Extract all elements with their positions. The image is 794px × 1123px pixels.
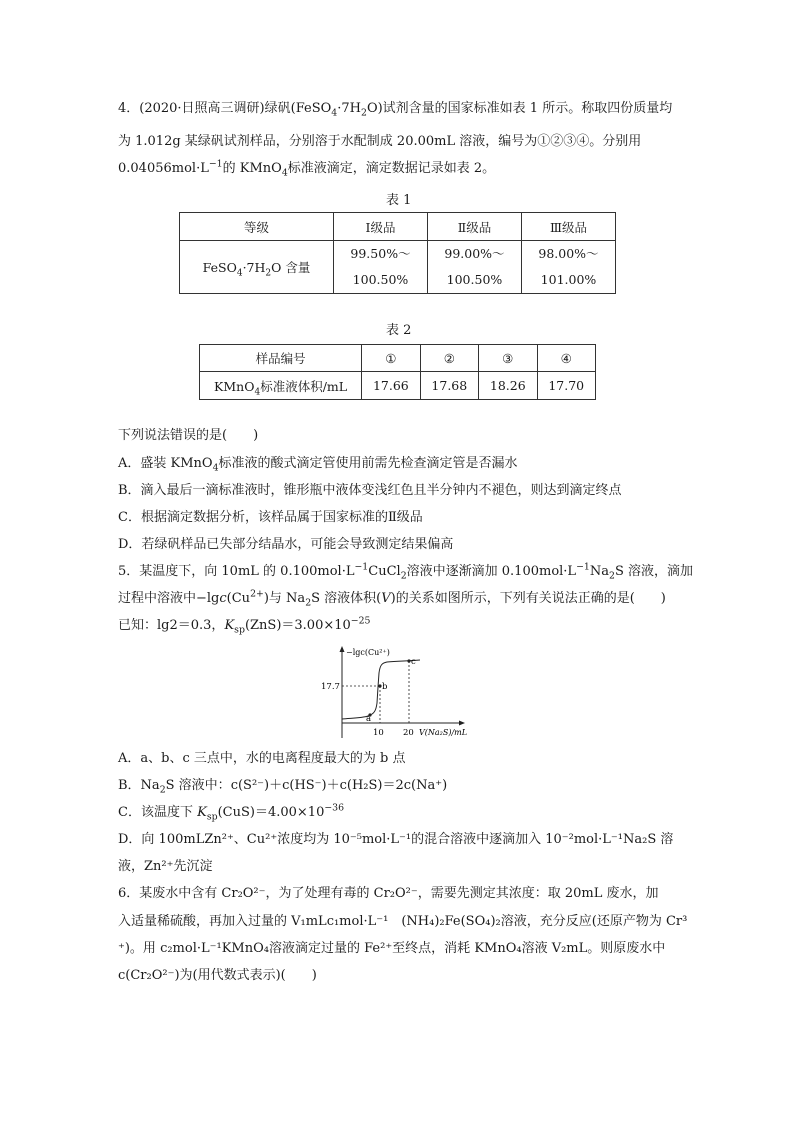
table2-cell: 17.70 [537,372,596,400]
q6-line-2: 入适量稀硫酸，再加入过量的 V₁mLc₁mol·L⁻¹ (NH₄)₂Fe(SO₄)₂溶液，充分反应(还原产物为 Cr³ [118,914,688,929]
table1-cell: 99.00%～ 100.50% [427,241,521,294]
x-axis-label: V(Na₂S)/mL [419,728,468,737]
q4-line-3: $0.04056mol\cdot L^{-1}$的 KMnO$_4$标准液滴定，滴定数据记录如表 2。 [118,158,496,179]
table2-cell: 18.26 [479,372,537,400]
table2-cell: 17.68 [420,372,478,400]
x-axis-arrow [459,721,465,726]
table2-caption: 表 2 [386,323,412,338]
table2-header-label: 样品编号 [200,345,362,372]
q5-line-3: 已知：lg2＝0.3，$K_{sp}(ZnS)=3.00\times 10^{-25}$ [118,615,371,636]
table1-header-grade-1: Ⅰ级品 [334,213,428,241]
x-tick-10: 10 [373,728,384,738]
q6-line-4: c(Cr₂O²⁻)为(用代数式表示)( ) [118,968,317,983]
point-c-label: c [411,657,416,667]
q5-option-c: C．该温度下 $K_{sp}(CuS)=4.00\times 10^{-36}$ [118,802,345,823]
titration-curve [342,660,420,719]
titration-curve-graph [312,643,492,743]
q5-option-d-line-2: 液，Zn²⁺先沉淀 [118,859,213,874]
q5-option-a: A．a、b、c 三点中，水的电离程度最大的为 b 点 [118,751,406,766]
q4-option-b: B．滴入最后一滴标准液时，锥形瓶中液体变浅红色且半分钟内不褪色，则达到滴定终点 [118,483,622,498]
q4-option-d: D．若绿矾样品已失部分结晶水，可能会导致测定结果偏高 [118,537,454,552]
table2-header-1: ① [362,345,420,372]
q4-line-2: 为 1.012g 某绿矾试剂样品，分别溶于水配制成 20.00mL 溶液，编号为①②③④。分别用 [118,134,642,149]
table1-cell: 99.50%～ 100.50% [334,241,428,294]
table2-row-label: KMnO$_4$标准液体积/mL [200,372,362,400]
table2-header-2: ② [420,345,478,372]
table1-row-label: $FeSO_4\cdot 7H_2O$ 含量 [180,241,334,294]
table-2 [199,344,596,400]
point-a-label: a [366,714,372,724]
q4-option-a: A．盛装 KMnO$_4$标准液的酸式滴定管使用前需先检查滴定管是否漏水 [118,456,518,474]
point-b-label: b [382,682,388,692]
x-tick-20: 20 [403,728,414,738]
table1-caption: 表 1 [386,193,412,208]
table1-header-grade: 等级 [180,213,334,241]
q4-line-1: 4．(2020·日照高三调研)绿矾$(FeSO_4\cdot 7H_2O)$试剂含量的国家标准如表 1 所示。称取四份质量均 [118,101,673,119]
q5-line-2: 过程中溶液中$-\lg c(Cu^{2+})$与 $Na_2S$ 溶液体积(V)的关系如图所示，下列有关说法正确的是( ) [118,588,666,609]
q6-line-1: 6．某废水中含有 Cr₂O²⁻，为了处理有毒的 Cr₂O²⁻，需要先测定其浓度：取 20mL 废水，加 [118,886,659,901]
table2-header-4: ④ [537,345,596,372]
q4-option-c: C．根据滴定数据分析，该样品属于国家标准的Ⅱ级品 [118,510,423,525]
q5-option-b: B．$Na_2S$ 溶液中：c(S²⁻)＋c(HS⁻)＋c(H₂S)＝2c(Na⁺) [118,778,448,796]
table1-cell: 98.00%～ 101.00% [521,241,615,294]
q5-line-1: 5．某温度下，向 10mL 的 $0.100mol\cdot L^{-1}CuCl_2$溶液中逐渐滴加 $0.100mol\cdot L^{-1}Na_2S$ 溶液，滴加 [118,561,693,582]
q4-stem: 下列说法错误的是( ) [118,428,259,443]
table1-header-grade-3: Ⅲ级品 [521,213,615,241]
table1-header-grade-2: Ⅱ级品 [427,213,521,241]
q6-line-3: ⁺)。用 c₂mol·L⁻¹KMnO₄溶液滴定过量的 Fe²⁺至终点，消耗 KMnO₄溶液 V₂mL。则原废水中 [118,941,666,956]
table-1 [179,212,616,294]
q5-option-d-line-1: D．向 100mLZn²⁺、Cu²⁺浓度均为 10⁻⁵mol·L⁻¹的混合溶液中逐滴加入 10⁻²mol·L⁻¹Na₂S 溶 [118,832,674,847]
y-axis-arrow [340,646,345,652]
table2-header-3: ③ [479,345,537,372]
y-tick-label: 17.7 [321,682,340,692]
table2-cell: 17.66 [362,372,420,400]
y-axis-label: −lgc(Cu²⁺) [346,648,390,657]
